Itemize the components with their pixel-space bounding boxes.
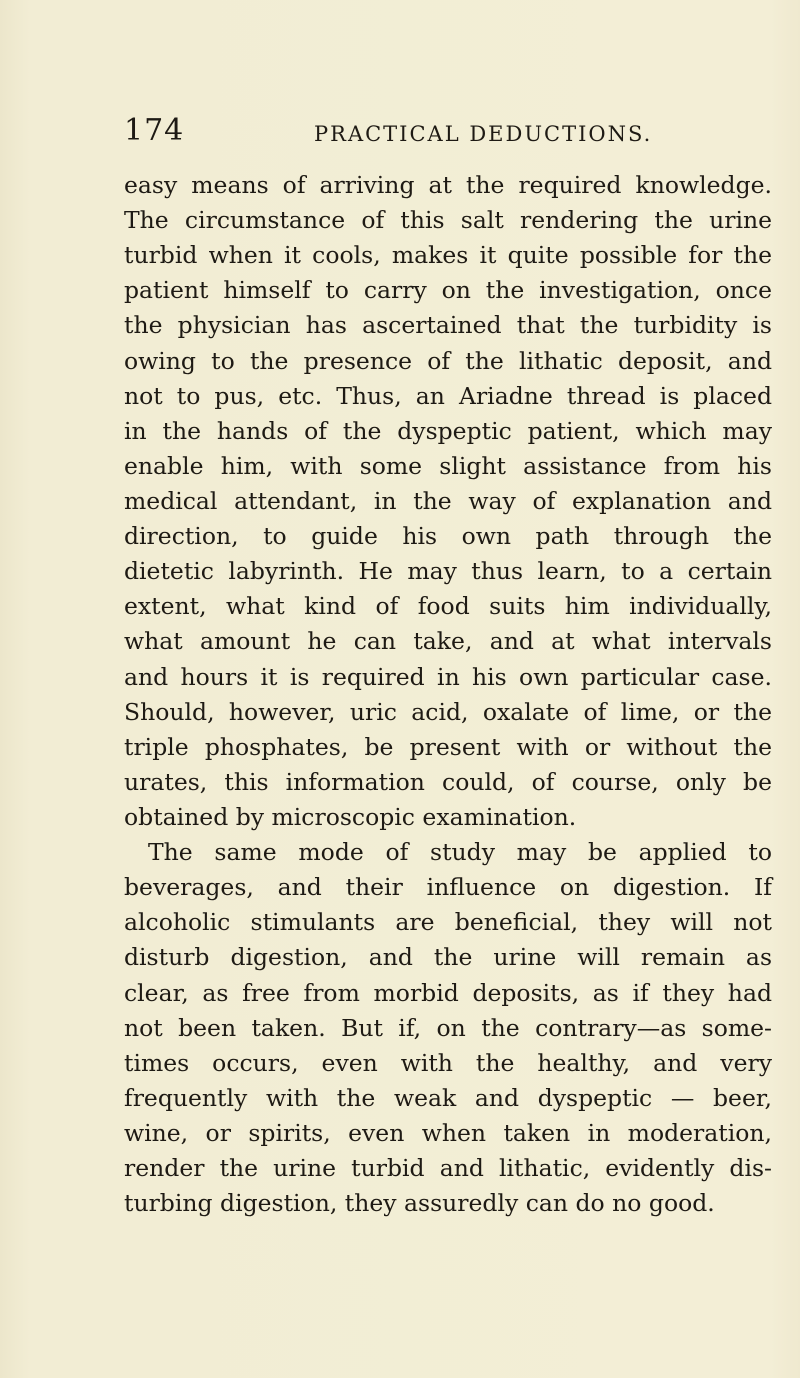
text-line: render the urine turbid and lithatic, evidently dis- <box>124 1154 772 1183</box>
text-line: not been taken. But if, on the contrary—as some- <box>124 1013 772 1042</box>
text-line: urates, this information could, of course, only be <box>124 767 772 796</box>
text-line: in the hands of the dyspeptic patient, which may <box>124 416 772 445</box>
body-text <box>124 168 772 1221</box>
text-line: times occurs, even with the healthy, and very <box>124 1048 772 1077</box>
text-line: beverages, and their influence on digestion. If <box>124 873 772 902</box>
page-number: 174 <box>124 113 185 148</box>
text-line: patient himself to carry on the investigation, once <box>124 276 772 305</box>
text-line: triple phosphates, be present with or without the <box>124 732 772 761</box>
text-line: clear, as free from morbid deposits, as if they had <box>124 978 772 1007</box>
text-line: Should, however, uric acid, oxalate of lime, or the <box>124 697 772 726</box>
text-line: owing to the presence of the lithatic deposit, and <box>124 346 772 375</box>
text-line: not to pus, etc. Thus, an Ariadne thread is placed <box>124 381 772 410</box>
text-line: The circumstance of this salt rendering the urine <box>124 206 772 235</box>
text-line: extent, what kind of food suits him individually, <box>124 592 772 621</box>
text-line: wine, or spirits, even when taken in moderation, <box>124 1118 772 1147</box>
running-title: PRACTICAL DEDUCTIONS. <box>314 122 653 146</box>
page-header <box>124 113 764 152</box>
text-line-paragraph-end: obtained by microscopic examination. <box>124 802 577 831</box>
text-line-paragraph-start: The same mode of study may be applied to <box>148 838 772 867</box>
text-line: the physician has ascertained that the turbidity is <box>124 311 772 340</box>
text-line: medical attendant, in the way of explanation and <box>124 486 772 515</box>
text-line: enable him, with some slight assistance from his <box>124 451 772 480</box>
text-line-paragraph-end: turbing digestion, they assuredly can do no good. <box>124 1189 715 1218</box>
text-line: dietetic labyrinth. He may thus learn, to a certain <box>124 557 772 586</box>
text-line: alcoholic stimulants are beneficial, they will not <box>124 908 772 937</box>
text-line: direction, to guide his own path through the <box>124 522 772 551</box>
text-line: what amount he can take, and at what intervals <box>124 627 772 656</box>
text-line: disturb digestion, and the urine will remain as <box>124 943 772 972</box>
text-line: and hours it is required in his own particular case. <box>124 662 772 691</box>
text-line: frequently with the weak and dyspeptic — beer, <box>124 1083 772 1112</box>
text-line: easy means of arriving at the required knowledge. <box>124 171 772 199</box>
text-line: turbid when it cools, makes it quite possible for the <box>124 241 772 270</box>
